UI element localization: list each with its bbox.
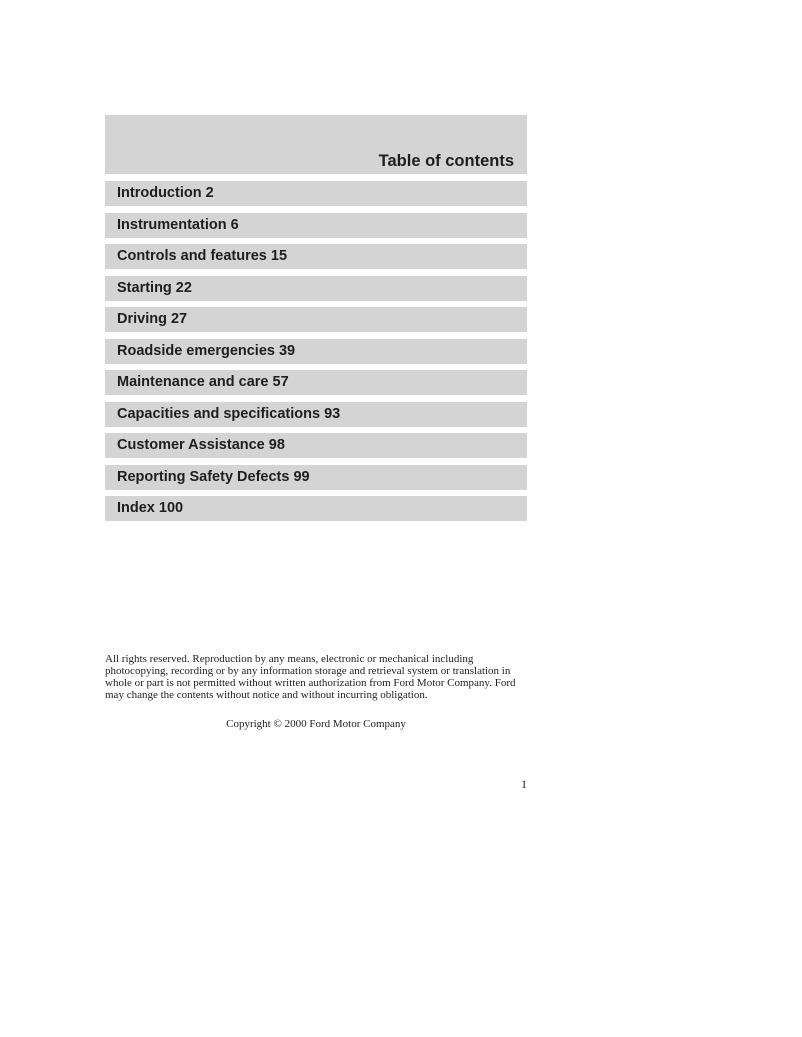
toc-item-capacities-and-specifications[interactable]: Capacities and specifications 93 bbox=[105, 402, 527, 427]
toc-list bbox=[105, 181, 527, 521]
toc-item-controls-and-features[interactable]: Controls and features 15 bbox=[105, 244, 527, 269]
toc-item-customer-assistance[interactable]: Customer Assistance 98 bbox=[105, 433, 527, 458]
legal-notice-text: All rights reserved. Reproduction by any means, electronic or mechanical including photocopying, recording or by any information storage and retrieval system or translation in whole or part is not permitted without written authorization from Ford Motor Company. Ford may change the contents without notice and without incurring obligation. bbox=[105, 653, 516, 701]
toc-item-roadside-emergencies[interactable]: Roadside emergencies 39 bbox=[105, 339, 527, 364]
copyright-line: Copyright © 2000 Ford Motor Company bbox=[226, 718, 406, 730]
toc-item-instrumentation[interactable]: Instrumentation 6 bbox=[105, 213, 527, 238]
toc-item-starting[interactable]: Starting 22 bbox=[105, 276, 527, 301]
toc-item-introduction[interactable]: Introduction 2 bbox=[105, 181, 527, 206]
page-number: 1 bbox=[521, 777, 527, 791]
toc-item-driving[interactable]: Driving 27 bbox=[105, 307, 527, 332]
legal-notice bbox=[105, 653, 527, 701]
toc-item-reporting-safety-defects[interactable]: Reporting Safety Defects 99 bbox=[105, 465, 527, 490]
toc-header bbox=[105, 115, 527, 174]
toc-title: Table of contents bbox=[378, 152, 514, 170]
toc-item-maintenance-and-care[interactable]: Maintenance and care 57 bbox=[105, 370, 527, 395]
toc-item-index[interactable]: Index 100 bbox=[105, 496, 527, 521]
table-of-contents bbox=[105, 115, 527, 521]
